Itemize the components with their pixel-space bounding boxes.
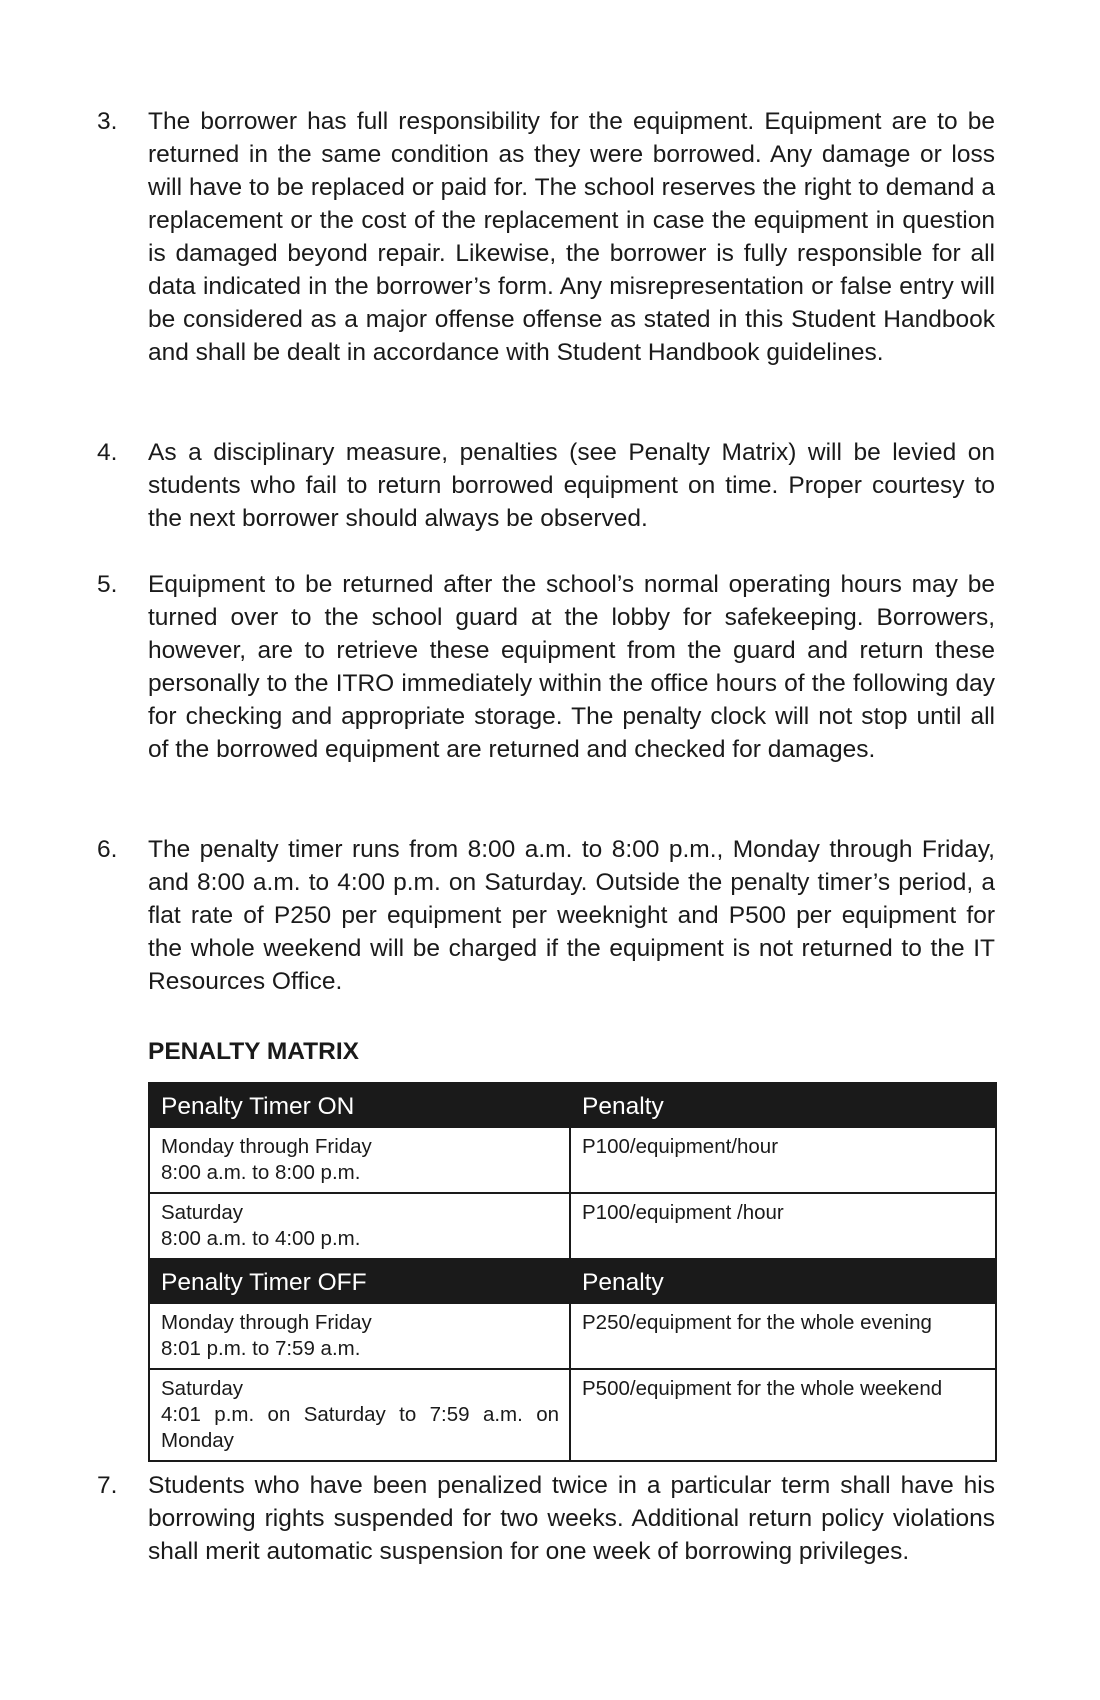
- table-row: [149, 1303, 996, 1369]
- table-header-row: [149, 1083, 996, 1127]
- table-row: [149, 1369, 996, 1461]
- period-hours: 8:00 a.m. to 4:00 p.m.: [161, 1227, 361, 1250]
- period-cell: [149, 1193, 570, 1259]
- header-timer-on: Penalty Timer ON: [149, 1083, 570, 1127]
- penalty-matrix-title: PENALTY MATRIX: [148, 1038, 359, 1065]
- period-days: Monday through Friday: [161, 1311, 372, 1334]
- penalty-cell: P100/equipment/hour: [570, 1127, 996, 1193]
- period-days: Saturday: [161, 1377, 244, 1400]
- item-text: As a disciplinary measure, penalties (see Penalty Matrix) will be levied on students who fail to return borrowed equipment on time. Proper courtesy to the next borrower should always be observed.: [148, 439, 995, 532]
- item-text: Equipment to be returned after the school’s normal operating hours may be turned over to the school guard at the lobby for safekeeping. Borrowers, however, are to retrieve these equipment from the guard and return these personally to the ITRO immediately within the office hours of the following day for checking and appropriate storage. The penalty clock will not stop until all of the borrowed equipment are returned and checked for damages.: [148, 571, 995, 763]
- item-number: 7.: [97, 1472, 118, 1499]
- item-number: 4.: [97, 439, 118, 466]
- penalty-cell: P500/equipment for the whole weekend: [570, 1369, 996, 1461]
- penalty-cell: P100/equipment /hour: [570, 1193, 996, 1259]
- item-text: Students who have been penalized twice in a particular term shall have his borrowing rights suspended for two weeks. Additional return policy violations shall merit automatic suspension for one week of borrowing privileges.: [148, 1472, 995, 1565]
- period-hours: 8:01 p.m. to 7:59 a.m.: [161, 1337, 361, 1360]
- header-penalty: Penalty: [570, 1259, 996, 1303]
- penalty-cell: P250/equipment for the whole evening: [570, 1303, 996, 1369]
- period-cell: [149, 1369, 570, 1461]
- item-number: 3.: [97, 108, 118, 135]
- item-number: 6.: [97, 836, 118, 863]
- penalty-matrix-table: [148, 1082, 997, 1462]
- period-cell: [149, 1303, 570, 1369]
- item-text: The borrower has full responsibility for the equipment. Equipment are to be returned in the same condition as they were borrowed. Any damage or loss will have to be replaced or paid for. The school reserves the right to demand a replacement or the cost of the replacement in case the equipment in question is damaged beyond repair. Likewise, the borrower is fully responsible for all data indicated in the borrower’s form. Any misrepresentation or false entry will be considered as a major offense offense as stated in this Student Handbook and shall be dealt in accordance with Student Handbook guidelines.: [148, 108, 995, 366]
- period-days: Saturday: [161, 1201, 244, 1224]
- item-text: The penalty timer runs from 8:00 a.m. to 8:00 p.m., Monday through Friday, and 8:00 a.m. to 4:00 p.m. on Saturday. Outside the penalty timer’s period, a flat rate of P250 per equipment per weeknight and P500 per equipment for the whole weekend will be charged if the equipment is not returned to the IT Resources Office.: [148, 836, 995, 995]
- table-row: [149, 1127, 996, 1193]
- table-row: [149, 1193, 996, 1259]
- item-number: 5.: [97, 571, 118, 598]
- period-days: Monday through Friday: [161, 1135, 372, 1158]
- period-hours: 4:01 p.m. on Saturday to 7:59 a.m. on Monday: [161, 1403, 559, 1452]
- header-timer-off: Penalty Timer OFF: [149, 1259, 570, 1303]
- header-penalty: Penalty: [570, 1083, 996, 1127]
- table-header-row: [149, 1259, 996, 1303]
- period-cell: [149, 1127, 570, 1193]
- period-hours: 8:00 a.m. to 8:00 p.m.: [161, 1161, 361, 1184]
